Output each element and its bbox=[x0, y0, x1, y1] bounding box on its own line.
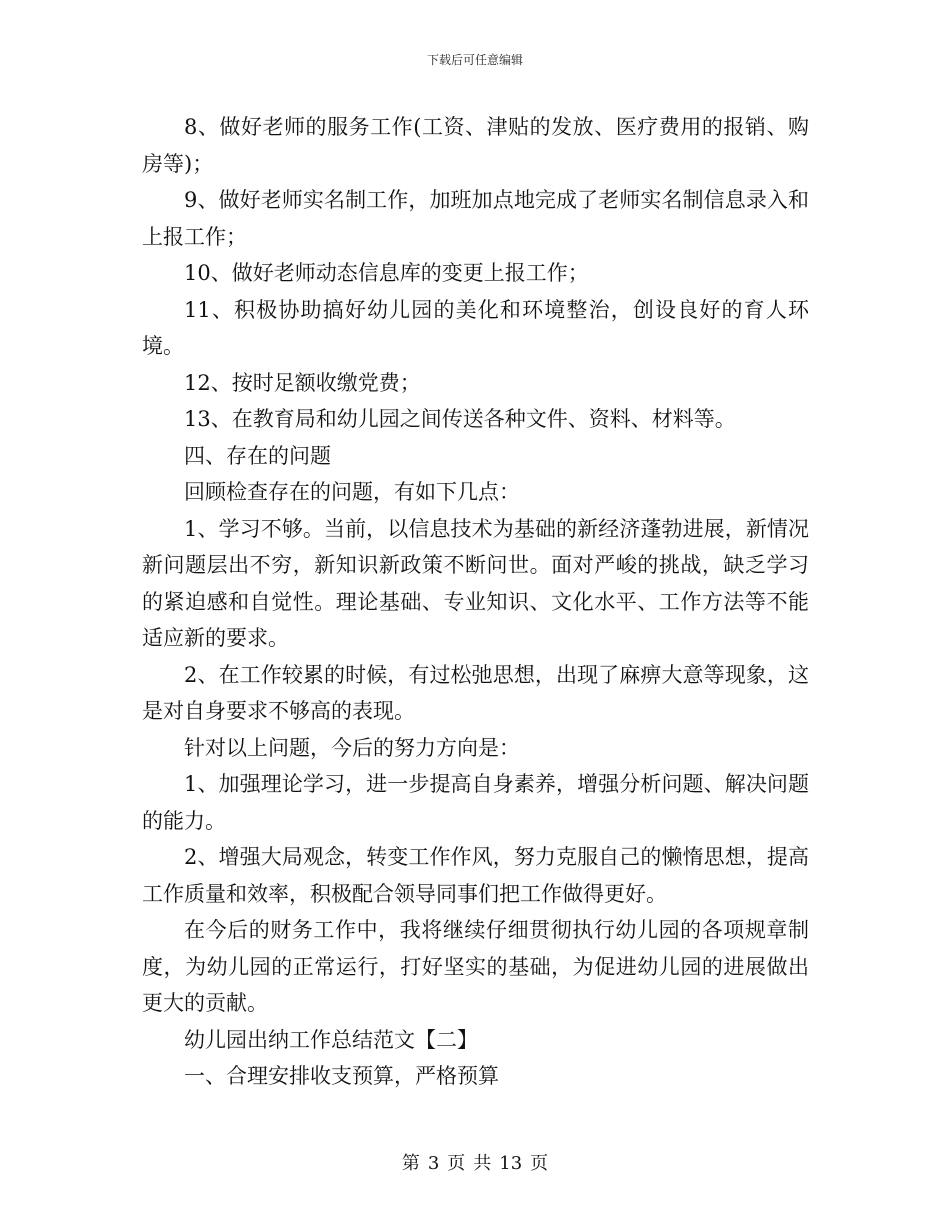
paragraph: 2、增强大局观念，转变工作作风，努力克服自己的懒惰思想，提高工作质量和效率，积极配合领导同事们把工作做得更好。 bbox=[142, 845, 809, 906]
document-subtitle: 幼儿园出纳工作总结范文【二】 bbox=[184, 1027, 478, 1052]
paragraph: 1、加强理论学习，进一步提高自身素养，增强分析问题、解决问题的能力。 bbox=[142, 772, 809, 833]
paragraph: 11、积极协助搞好幼儿园的美化和环境整治，创设良好的育人环境。 bbox=[142, 297, 809, 358]
paragraph: 在今后的财务工作中，我将继续仔细贯彻执行幼儿园的各项规章制度，为幼儿园的正常运行，打好坚实的基础，为促进幼儿园的进展做出更大的贡献。 bbox=[142, 918, 809, 1015]
paragraph: 9、做好老师实名制工作，加班加点地完成了老师实名制信息录入和上报工作； bbox=[142, 188, 809, 249]
paragraph: 回顾检查存在的问题，有如下几点： bbox=[184, 480, 520, 504]
total-pages-number: 13 bbox=[499, 1153, 523, 1174]
footer-total-word: 共 bbox=[473, 1153, 492, 1174]
footer-prefix: 第 bbox=[401, 1153, 420, 1174]
paragraph: 8、做好老师的服务工作(工资、津贴的发放、医疗费用的报销、购房等)； bbox=[142, 115, 809, 176]
paragraph: 针对以上问题，今后的努力方向是： bbox=[184, 735, 520, 760]
section-heading: 一、合理安排收支预算，严格预算 bbox=[184, 1064, 499, 1088]
footer-page-word: 页 bbox=[447, 1153, 466, 1174]
document-body bbox=[142, 109, 809, 1095]
page-number-footer bbox=[0, 1152, 950, 1176]
paragraph: 10、做好老师动态信息库的变更上报工作； bbox=[184, 261, 589, 285]
paragraph: 1、学习不够。当前，以信息技术为基础的新经济蓬勃进展，新情况新问题层出不穷，新知识新政策不断问世。面对严峻的挑战，缺乏学习的紧迫感和自觉性。理论基础、专业知识、文化水平、工作方法等不能适应新的要求。 bbox=[142, 516, 809, 650]
paragraph: 13、在教育局和幼儿园之间传送各种文件、资料、材料等。 bbox=[184, 407, 736, 431]
current-page-number: 3 bbox=[427, 1153, 440, 1174]
footer-suffix: 页 bbox=[530, 1153, 549, 1174]
page-header-note: 下载后可任意编辑 bbox=[426, 53, 523, 67]
section-heading: 四、存在的问题 bbox=[184, 443, 331, 468]
paragraph: 12、按时足额收缴党费； bbox=[184, 370, 421, 395]
paragraph: 2、在工作较累的时候，有过松弛思想，出现了麻痹大意等现象，这是对自身要求不够高的表现。 bbox=[142, 662, 809, 723]
